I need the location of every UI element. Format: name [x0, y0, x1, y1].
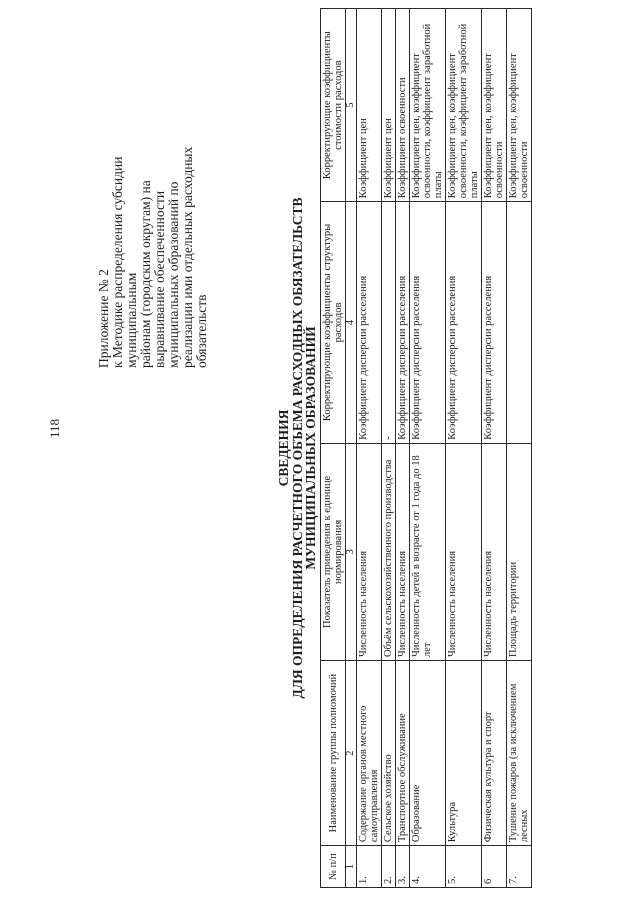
header-structure-coefficients: Корректирующие коэффициенты структуры расходов [321, 202, 346, 443]
table-row [507, 9, 532, 888]
row-number: 6 [482, 846, 507, 888]
row-structure: Коэффициент дисперсии расселения [396, 202, 410, 443]
appendix-line: районам (городским округам) на [138, 180, 153, 368]
page-number: 118 [47, 418, 62, 438]
obligations-table [320, 8, 532, 888]
heading-line-1: СВЕДЕНИЯ [276, 409, 291, 487]
row-group: Сельское хозяйство [382, 661, 396, 846]
appendix-line: реализации ими отдельных расходных [180, 146, 195, 368]
header-cost-coefficients: Корректирующие коэффициенты стоимости расходов [321, 9, 346, 202]
column-number: 3 [346, 443, 357, 660]
appendix-line: муниципальных образований по [166, 181, 181, 368]
row-cost: Коэффициент цен, коэффициент освоенности, коэффициент заработной платы [446, 9, 482, 202]
table-row [446, 9, 482, 888]
row-cost: Коэффициент цен [382, 9, 396, 202]
row-structure: Коэффициент дисперсии расселения [410, 202, 446, 443]
row-group: Тушение пожаров (за исключением лесных [507, 661, 532, 846]
table-row [410, 9, 446, 888]
table-row [396, 9, 410, 888]
row-indicator: Численность детей в возрасте от 1 года до 18 лет [410, 443, 446, 660]
column-number: 4 [346, 202, 357, 443]
row-cost: Коэффициент цен, коэффициент освоенности, коэффициент заработной платы [410, 9, 446, 202]
row-structure [507, 202, 532, 443]
row-indicator: Численность населения [446, 443, 482, 660]
appendix-line: Приложение № 2 [96, 269, 111, 368]
table-header-row [321, 9, 346, 888]
heading-line-2: ДЛЯ ОПРЕДЕЛЕНИЯ РАСЧЕТНОГО ОБЪЕМА РАСХОДНЫХ ОБЯЗАТЕЛЬСТВ [289, 197, 305, 699]
column-number: 2 [346, 661, 357, 846]
appendix-line: обязательств [194, 294, 209, 368]
column-number: 1 [346, 846, 357, 888]
header-number: № п/п [321, 846, 346, 888]
table-row [382, 9, 396, 888]
row-number: 4. [410, 846, 446, 888]
header-group: Наименование группы полномочий [321, 661, 346, 846]
row-number: 1. [357, 846, 382, 888]
document-heading [277, 138, 318, 758]
row-number: 5. [446, 846, 482, 888]
appendix-line: выравнивание обеспеченности [152, 190, 167, 368]
row-group: Содержание органов местного самоуправления [357, 661, 382, 846]
table-row [482, 9, 507, 888]
appendix-line: к Методике распределения субсидии [110, 156, 125, 368]
table-row [357, 9, 382, 888]
row-group: Культура [446, 661, 482, 846]
row-number: 3. [396, 846, 410, 888]
row-number: 7. [507, 846, 532, 888]
row-cost: Коэффициент цен, коэффициент освоенности [507, 9, 532, 202]
column-number: 5 [346, 9, 357, 202]
row-indicator: Объём сельскохозяйственного производства [382, 443, 396, 660]
row-group: Образование [410, 661, 446, 846]
row-group: Физическая культура и спорт [482, 661, 507, 846]
row-number: 2. [382, 846, 396, 888]
row-indicator: Численность населения [357, 443, 382, 660]
row-structure: - [382, 202, 396, 443]
row-cost: Коэффициент освоенности [396, 9, 410, 202]
row-cost: Коэффициент цен, коэффициент освоенности [482, 9, 507, 202]
row-indicator: Площадь территории [507, 443, 532, 660]
row-cost: Коэффициент цен [357, 9, 382, 202]
row-structure: Коэффициент дисперсии расселения [446, 202, 482, 443]
column-number-row [346, 9, 357, 888]
rotated-document-page [45, 8, 605, 888]
row-structure: Коэффициент дисперсии расселения [482, 202, 507, 443]
appendix-line: муниципальным [124, 272, 139, 368]
row-structure: Коэффициент дисперсии расселения [357, 202, 382, 443]
row-indicator: Численность населения [396, 443, 410, 660]
header-indicator: Показатель приведения к единице нормирования [321, 443, 346, 660]
heading-line-3: МУНИЦИПАЛЬНЫХ ОБРАЗОВАНИЙ [303, 326, 318, 570]
appendix-note [97, 28, 209, 368]
row-indicator: Численность населения [482, 443, 507, 660]
row-group: Транспортное обслуживание [396, 661, 410, 846]
